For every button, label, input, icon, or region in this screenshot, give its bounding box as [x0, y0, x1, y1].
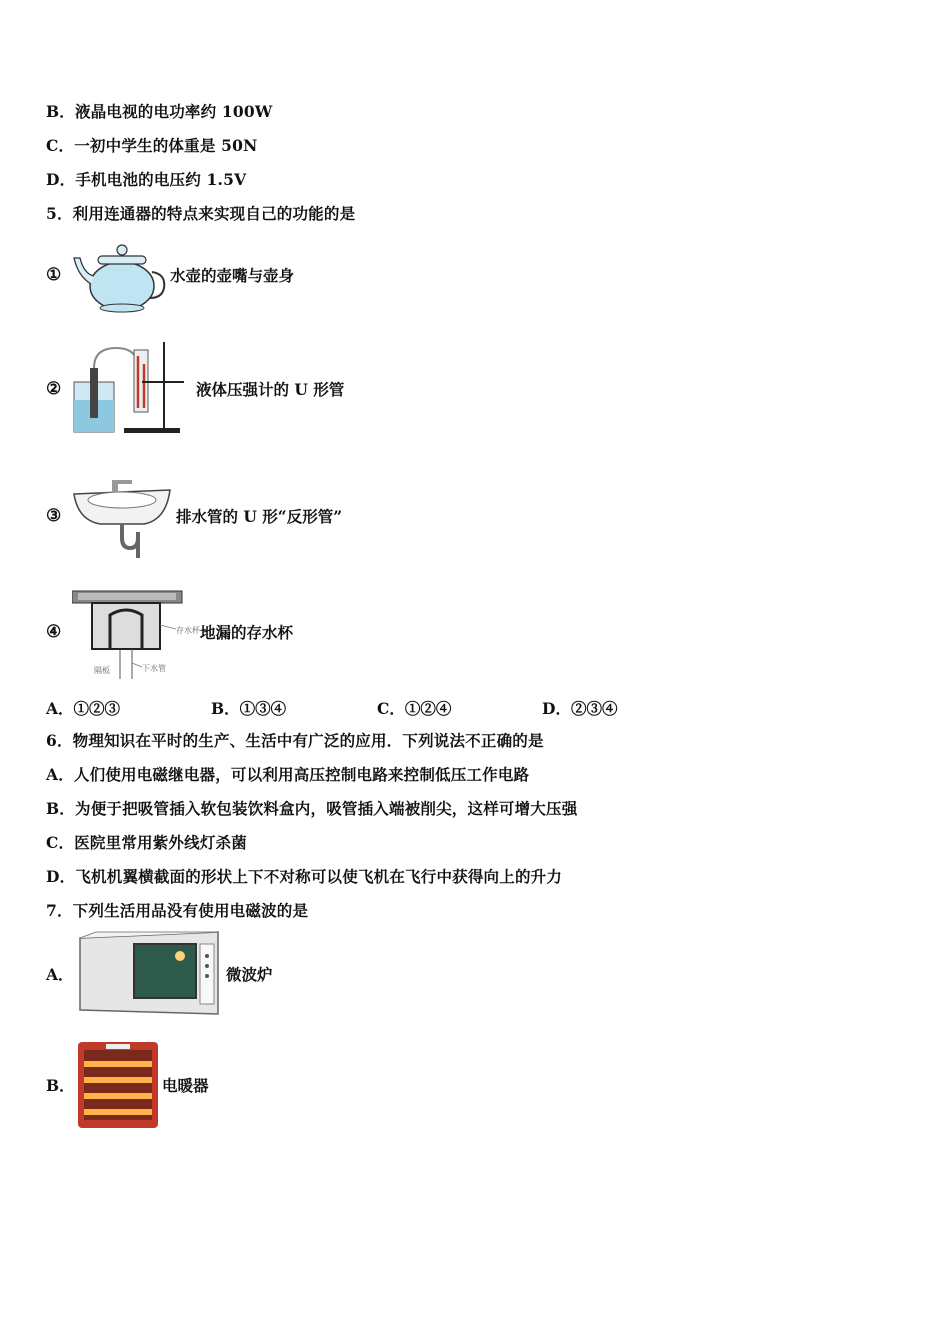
q7-item-a: [46, 930, 273, 1018]
q5-choice-d: D．②③④: [542, 699, 618, 718]
q5-item-4-num: ④: [46, 622, 62, 642]
q5-item-1-caption: 水壶的壶嘴与壶身: [170, 266, 295, 285]
q6-option-c: C．医院里常用紫外线灯杀菌: [46, 833, 247, 852]
q7-item-b: [46, 1038, 209, 1132]
q4-option-d: D．手机电池的电压约 1.5V: [46, 170, 247, 189]
q7-stem: 7．下列生活用品没有使用电磁波的是: [46, 901, 309, 920]
q5-item-2-num: ②: [46, 379, 62, 399]
microwave-figure: [76, 930, 222, 1018]
q6-option-a: A．人们使用电磁继电器，可以利用高压控制电路来控制低压工作电路: [46, 765, 530, 784]
q7-item-b-letter: B．: [46, 1076, 75, 1095]
q5-item-3-caption: 排水管的 U 形“反形管”: [176, 507, 343, 526]
q5-item-3: [46, 474, 342, 558]
figure-label-cup: 存水杯: [176, 626, 200, 635]
sink-trap-figure: [72, 474, 172, 558]
q5-item-3-num: ③: [46, 506, 62, 526]
q6-option-b: B．为便于把吸管插入软包装饮料盒内，吸管插入端被削尖，这样可增大压强: [46, 799, 578, 818]
q6-stem: 6．物理知识在平时的生产、生活中有广泛的应用．下列说法不正确的是: [46, 731, 544, 750]
q5-item-2: [46, 342, 344, 436]
q7-item-a-caption: 微波炉: [226, 965, 273, 984]
q5-item-4: [46, 585, 293, 679]
figure-label-left: 隔板: [94, 666, 110, 675]
figure-label-pipe: 下水管: [142, 664, 166, 673]
q5-choice-a: A．①②③: [46, 699, 121, 718]
q4-option-b: B．液晶电视的电功率约 100W: [46, 102, 273, 121]
teapot-figure: [72, 236, 166, 314]
q7-item-a-letter: A．: [46, 965, 74, 984]
q5-item-1-num: ①: [46, 265, 62, 285]
pressure-gauge-figure: [72, 342, 188, 436]
q5-choice-b: B．①③④: [211, 699, 287, 718]
q7-item-b-caption: 电暖器: [162, 1076, 209, 1095]
electric-heater-figure: [76, 1038, 160, 1132]
q5-choice-c: C．①②④: [377, 699, 452, 718]
q5-item-2-caption: 液体压强计的 U 形管: [196, 380, 345, 399]
q4-option-c: C．一初中学生的体重是 50N: [46, 136, 258, 155]
q5-item-4-caption: 地漏的存水杯: [200, 623, 294, 642]
q6-option-d: D．飞机机翼横截面的形状上下不对称可以使飞机在飞行中获得向上的升力: [46, 867, 563, 886]
floor-drain-figure: [72, 585, 200, 679]
q5-item-1: [46, 236, 294, 314]
q5-stem: 5．利用连通器的特点来实现自己的功能的是: [46, 204, 356, 223]
